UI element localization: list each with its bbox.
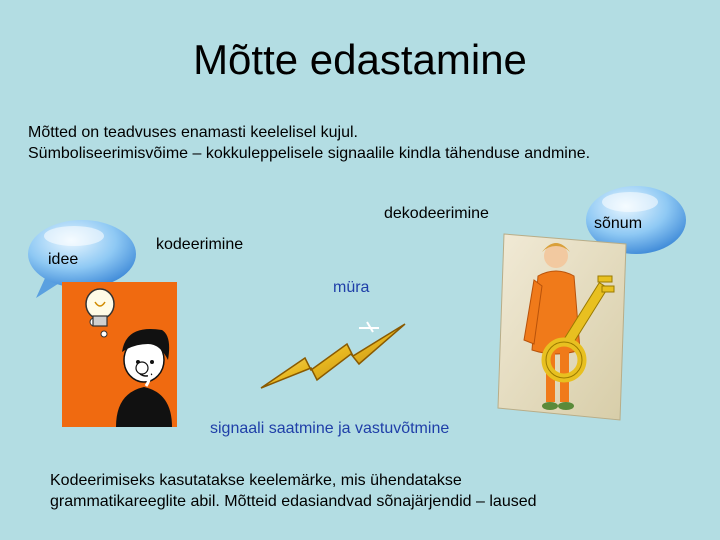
footer-text xyxy=(50,470,690,512)
intro-text xyxy=(28,122,708,164)
footer-line-1: Kodeerimiseks kasutatakse keelemärke, mis ühendatakse xyxy=(50,472,462,489)
thinking-person-icon xyxy=(116,329,172,427)
intro-line-2: Sümboliseerimisvõime – kokkuleppelisele signaalile kindla tähenduse andmine. xyxy=(28,145,591,162)
label-kodeerimine: kodeerimine xyxy=(156,236,244,253)
intro-line-1: Mõtted on teadvuses enamasti keelelisel kujul. xyxy=(28,124,358,141)
label-idee: idee xyxy=(48,251,79,268)
label-dekodeerimine: dekodeerimine xyxy=(384,205,489,222)
label-myra: müra xyxy=(333,279,370,296)
footer-line-2: grammatikareeglite abil. Mõtteid edasiandvad sõnajärjendid – laused xyxy=(50,493,537,510)
girl-with-key-illustration xyxy=(494,230,634,430)
page-title: Mõtte edastamine xyxy=(193,36,527,83)
thinking-person-panel xyxy=(62,282,177,427)
label-signaal: signaali saatmine ja vastuvõtmine xyxy=(210,420,450,437)
lightning-bolt-icon xyxy=(255,318,415,398)
label-sonum: sõnum xyxy=(594,215,643,232)
